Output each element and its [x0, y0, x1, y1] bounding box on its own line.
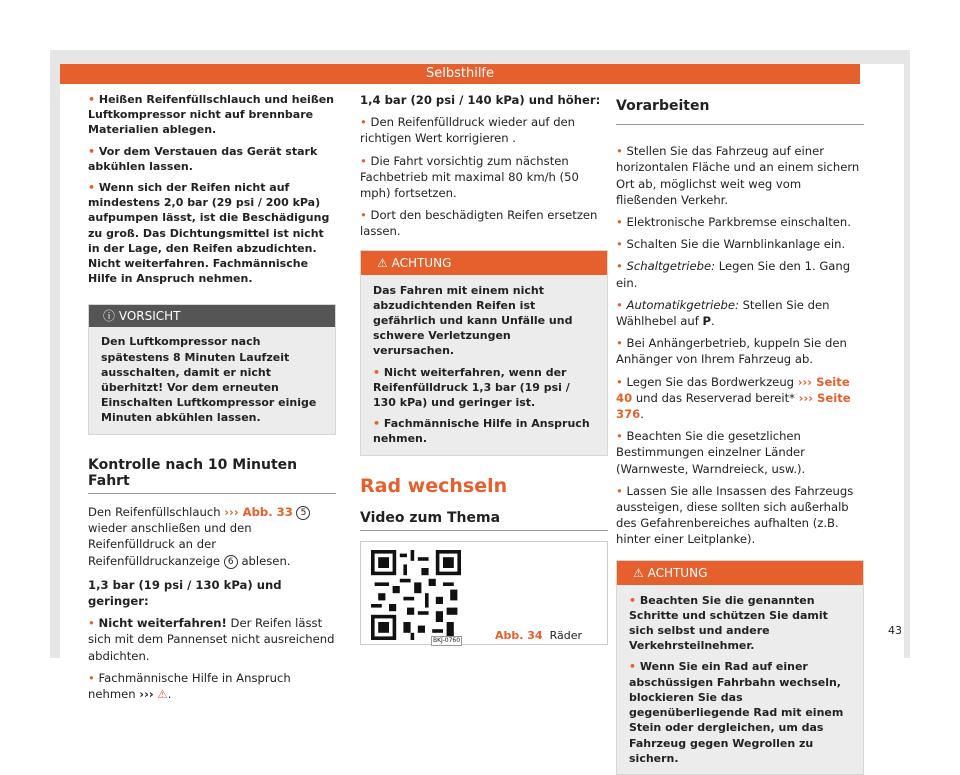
list-item: • Die Fahrt vorsichtig zum nächsten Fachbetrieb mit maximal 80 km/h (50 mph) fortsetzen. — [360, 153, 579, 201]
achtung-header: ⚠ ACHTUNG — [361, 251, 607, 275]
achtung-header: ⚠ ACHTUNG — [617, 561, 863, 585]
qr-code-label: BKJ-0760 — [433, 637, 461, 645]
warning-icon[interactable]: ⚠ — [157, 687, 168, 702]
figure-caption: Abb. 34 Räder — [495, 629, 582, 643]
list-item: • Heißen Reifenfüllschlauch und heißen Luftkompressor nicht auf brennbare Materialien ablegen. — [88, 93, 335, 137]
section-heading: Vorarbeiten — [616, 98, 864, 125]
column-1 — [88, 92, 336, 708]
sub-heading: 1,4 bar (20 psi / 140 kPa) und höher: — [360, 93, 601, 107]
list-item: • Beachten Sie die gesetzlichen Bestimmungen einzelner Länder (Warnweste, Warndreieck, usw.). — [616, 429, 806, 476]
figure-box — [360, 541, 608, 645]
section-heading: Kontrolle nach 10 Minuten Fahrt — [88, 457, 336, 494]
list-item: • Vor dem Verstauen das Gerät stark abkühlen lassen. — [88, 144, 318, 173]
list-item: • Fachmännische Hilfe in Anspruch nehmen ››› ⚠. — [88, 670, 291, 702]
list-item: • Fachmännische Hilfe in Anspruch nehmen. — [373, 417, 590, 446]
list-item: • Schalten Sie die Warnblinkanlage ein. — [616, 237, 846, 252]
sub-heading: 1,3 bar (19 psi / 130 kPa) und geringer: — [88, 577, 282, 609]
page-number: 43 — [888, 624, 902, 637]
page-link[interactable]: ››› Seite 376 — [616, 390, 851, 422]
achtung-text: Das Fahren mit einem nicht abzudichtenden Reifen ist gefährlich und kann Unfälle und schwere Verletzungen verursachen. — [373, 283, 573, 358]
list-item: • Den Reifenfülldruck wieder auf den richtigen Wert korrigieren . — [360, 115, 576, 146]
list-item: • Schaltgetriebe: Legen Sie den 1. Gang ein. — [616, 259, 851, 290]
list-item: • Wenn Sie ein Rad auf einer abschüssigen Fahrbahn wechseln, blockieren Sie das gegenüberliegende Rad mit einem Stein oder dergleichen, um das Fahrzeug gegen Wegrollen zu sichern. — [629, 660, 844, 765]
column-2 — [360, 92, 608, 645]
list-item: • Nicht weiterfahren, wenn der Reifenfülldruck 1,3 bar (19 psi / 130 kPa) und geringer ist. — [373, 365, 570, 410]
list-item: • Automatikgetriebe: Stellen Sie den Wählhebel auf P. — [616, 297, 830, 329]
qr-code[interactable] — [371, 550, 461, 640]
achtung-box — [360, 250, 608, 456]
callout-number: 5 — [296, 506, 310, 520]
info-icon: ⓘ — [103, 309, 119, 324]
list-item: • Dort den beschädigten Reifen ersetzen lassen. — [360, 208, 598, 239]
section-title: Rad wechseln — [360, 474, 508, 497]
figure-link[interactable]: ››› Abb. 33 — [224, 505, 293, 520]
page-link[interactable]: ››› Seite 40 — [616, 374, 850, 405]
list-item: • Beachten Sie die genannten Schritte und schützen Sie damit sich selbst und andere Verkehrsteilnehmer. — [629, 593, 828, 653]
list-item: • Legen Sie das Bordwerkzeug ››› Seite 40 und das Reserverad bereit* ››› Seite 376. — [616, 374, 851, 422]
vorsicht-text: Den Luftkompressor nach spätestens 8 Minuten Laufzeit ausschalten, damit er nicht überhitzt! Vor dem erneuten Einschalten Luftkompressor einige Minuten abkühlen lassen. — [101, 335, 317, 425]
list-item: • Elektronische Parkbremse einschalten. — [616, 215, 851, 230]
callout-number: 6 — [224, 555, 238, 569]
list-item: • Wenn sich der Reifen nicht auf mindestens 2,0 bar (29 psi / 200 kPa) aufpumpen lässt, ist die Beschädigung zu groß. Das Dichtungsmittel ist nicht in der Lage, den Reifen abzudichten. Nicht weiterfahren. Fachmännische Hilfe in Anspruch nehmen. — [88, 181, 330, 286]
paragraph: Den Reifenfüllschlauch ››› Abb. 33 5 wieder anschließen und den Reifenfülldruck an der Reifenfülldruckanzeige 6 ablesen. — [88, 504, 336, 569]
column-3 — [616, 92, 864, 775]
list-item: • Lassen Sie alle Insassen des Fahrzeugs aussteigen, diese sollten sich außerhalb des Gefahrenbereiches aufhalten (z.B. hinter einer Leitplanke). — [616, 483, 854, 547]
list-item: • Nicht weiterfahren! Der Reifen lässt sich mit dem Pannenset nicht ausreichend abdichten. — [88, 616, 335, 663]
chapter-header: Selbsthilfe — [60, 64, 860, 84]
video-heading: Video zum Thema — [360, 509, 501, 526]
warning-icon: ⚠ — [633, 565, 648, 580]
list-item: • Stellen Sie das Fahrzeug auf einer horizontalen Fläche und an einem sichern Ort ab, möglichst weit weg vom fließenden Verkehr. — [616, 144, 860, 207]
list-item: • Bei Anhängerbetrieb, kuppeln Sie den Anhänger von Ihrem Fahrzeug ab. — [616, 336, 847, 367]
achtung-box — [616, 560, 864, 775]
vorsicht-header: ⓘ VORSICHT — [89, 305, 335, 327]
warning-icon: ⚠ — [377, 255, 392, 270]
vorsicht-box — [88, 304, 336, 434]
